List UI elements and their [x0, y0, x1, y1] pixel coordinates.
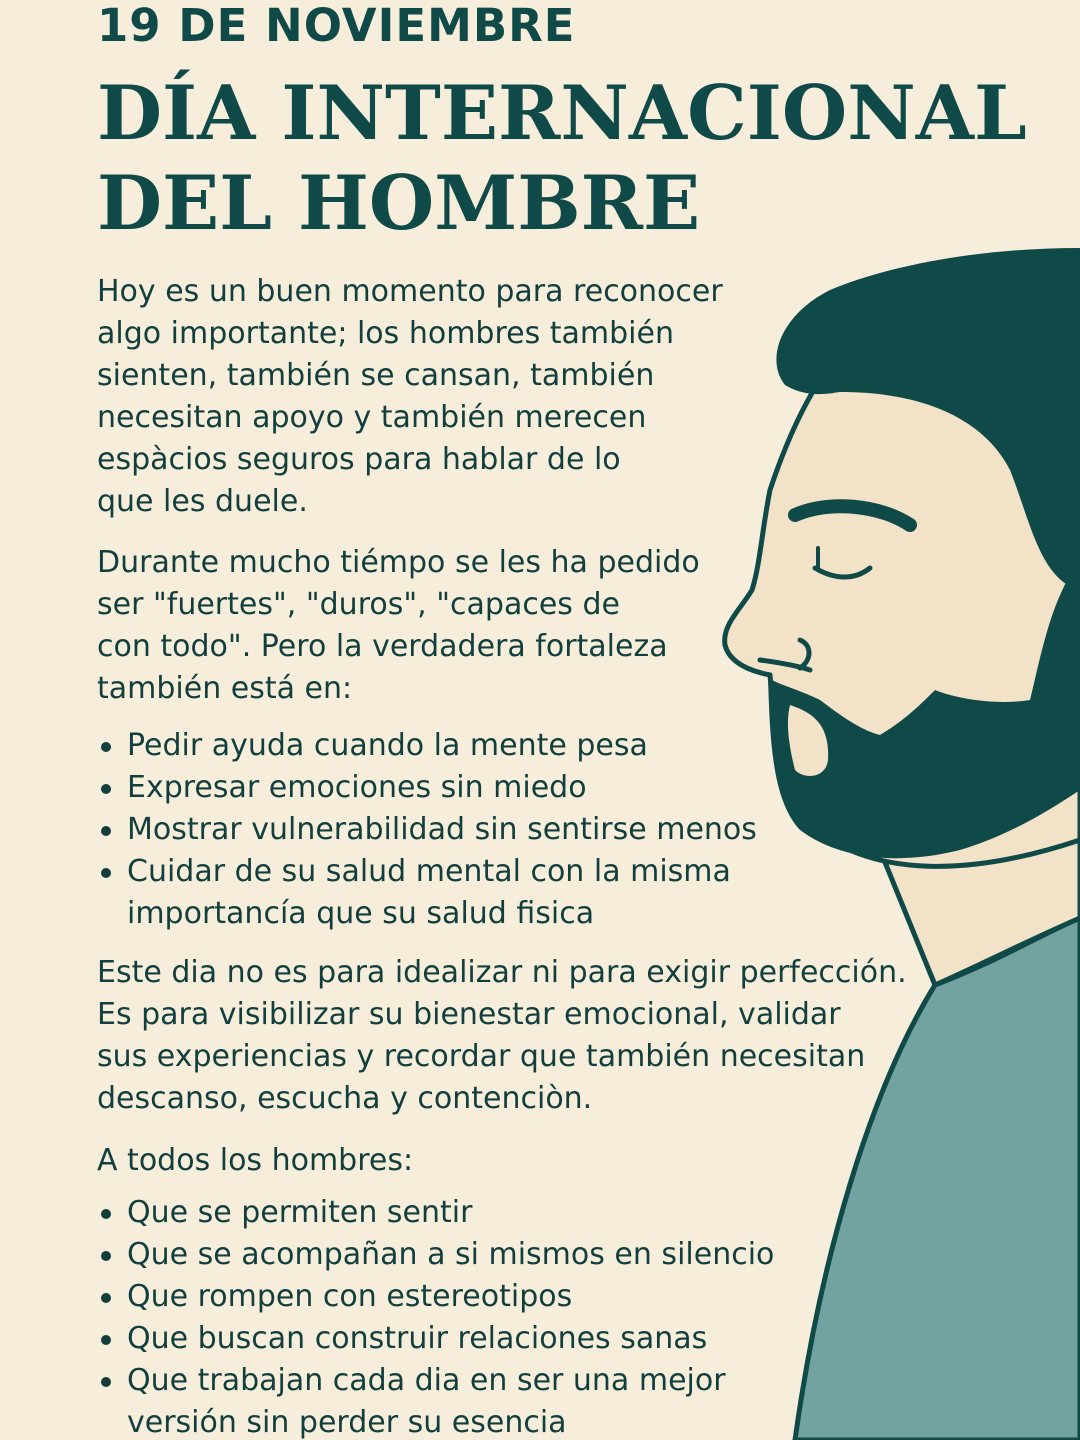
text-line: con todo". Pero la verdadera fortaleza	[97, 629, 668, 664]
text-line: A todos los hombres:	[97, 1143, 414, 1178]
list-item-text: Que se acompañan a si mismos en silencio	[127, 1237, 775, 1272]
paragraph-strength	[97, 542, 700, 710]
bullet-icon	[101, 826, 111, 836]
text-line: Es para visibilizar su bienestar emocional, validar	[97, 997, 841, 1032]
list-item	[97, 767, 757, 809]
text-line: Hoy es un buen momento para reconocer	[97, 274, 723, 309]
text-line: también está en:	[97, 671, 353, 706]
list-item-text: Que buscan construir relaciones sanas	[127, 1321, 708, 1356]
text-line: Durante mucho tiémpo se les ha pedido	[97, 545, 700, 580]
bullet-icon	[101, 1209, 111, 1219]
text-line: algo importante; los hombres también	[97, 316, 674, 351]
list-item	[97, 725, 757, 767]
page-title	[97, 68, 1057, 248]
list-item-text: importancía que su salud fisica	[127, 896, 595, 931]
list-item	[97, 851, 757, 935]
dedication-list	[97, 1192, 774, 1440]
paragraph-intro	[97, 271, 723, 523]
text-line: necesitan apoyo y también merecen	[97, 400, 647, 435]
list-item-text: Que se permiten sentir	[127, 1195, 473, 1230]
strength-list	[97, 725, 757, 935]
title-line: DEL HOMBRE	[97, 159, 701, 247]
text-line: sus experiencias y recordar que también necesitan	[97, 1039, 866, 1074]
bullet-icon	[101, 868, 111, 878]
text-line: sienten, también se cansan, también	[97, 358, 655, 393]
text-line: que les duele.	[97, 484, 308, 519]
list-item-text: Que trabajan cada dia en ser una mejor	[127, 1363, 726, 1398]
list-item-text: Mostrar vulnerabilidad sin sentirse menos	[127, 812, 757, 847]
paragraph-purpose	[97, 952, 907, 1120]
list-item	[97, 1318, 774, 1360]
list-item	[97, 1192, 774, 1234]
bullet-icon	[101, 742, 111, 752]
bullet-icon	[101, 784, 111, 794]
list-item	[97, 809, 757, 851]
text-line: ser "fuertes", "duros", "capaces de	[97, 587, 620, 622]
text-line: descanso, escucha y contenciòn.	[97, 1081, 593, 1116]
bullet-icon	[101, 1335, 111, 1345]
text-line: Este dia no es para idealizar ni para exigir perfección.	[97, 955, 907, 990]
list-item-text: Que rompen con estereotipos	[127, 1279, 573, 1314]
event-date: 19 DE NOVIEMBRE	[97, 0, 576, 52]
list-item	[97, 1234, 774, 1276]
bullet-icon	[101, 1293, 111, 1303]
list-item	[97, 1276, 774, 1318]
list-item	[97, 1360, 774, 1440]
paragraph-dedication	[97, 1140, 413, 1182]
bullet-icon	[101, 1251, 111, 1261]
list-item-text: Cuidar de su salud mental con la misma	[127, 854, 731, 889]
title-line: DÍA INTERNACIONAL	[97, 69, 1027, 157]
bullet-icon	[101, 1377, 111, 1387]
text-line: espàcios seguros para hablar de lo	[97, 442, 621, 477]
list-item-text: Expresar emociones sin miedo	[127, 770, 587, 805]
list-item-text: versión sin perder su esencia	[127, 1405, 567, 1440]
list-item-text: Pedir ayuda cuando la mente pesa	[127, 728, 648, 763]
